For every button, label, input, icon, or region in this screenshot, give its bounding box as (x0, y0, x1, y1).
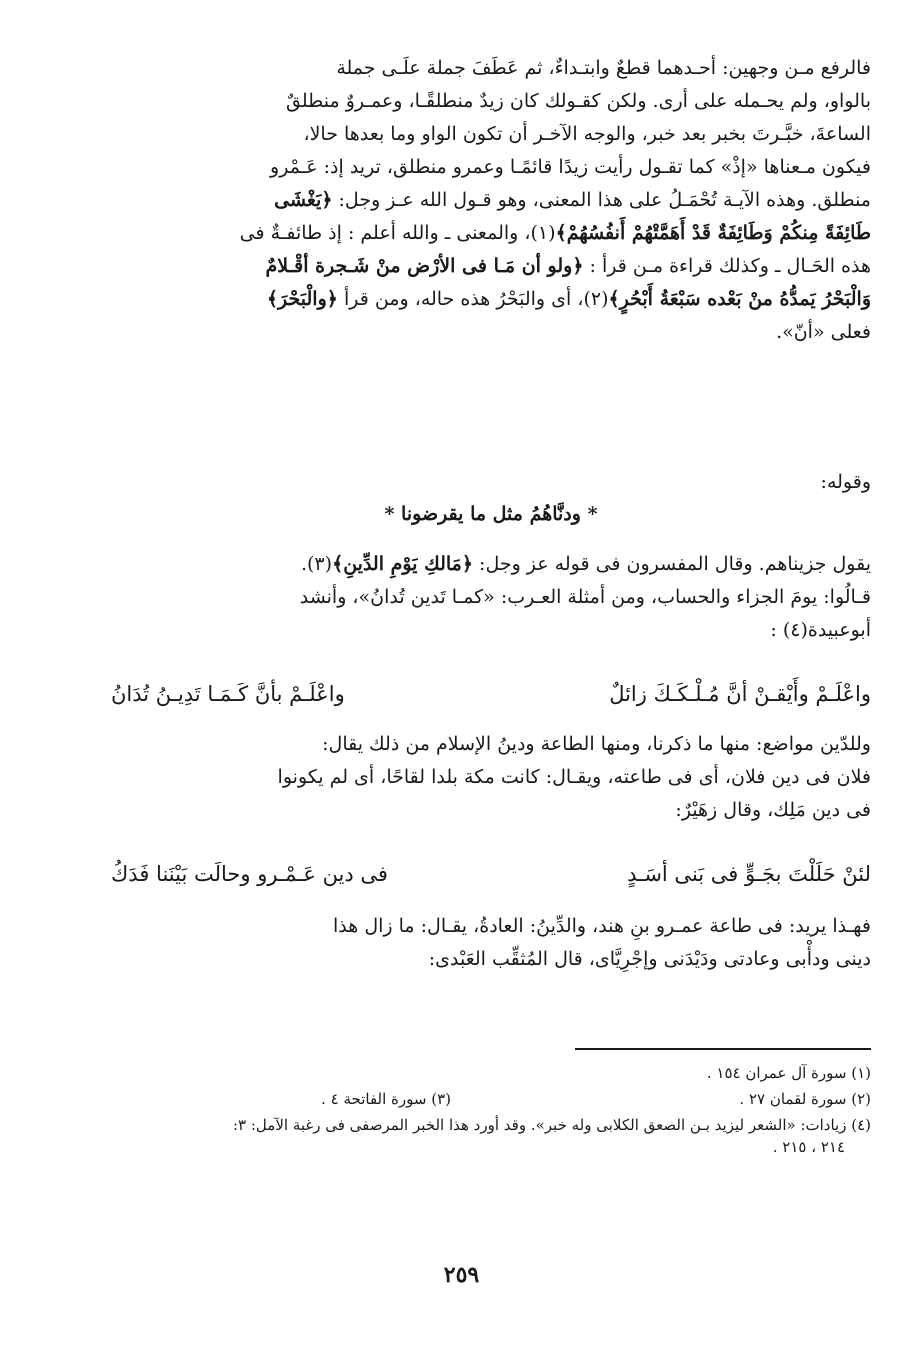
text-line: فعلى «أنّ». (776, 321, 871, 343)
text-line: بالواو، ولم يحـمله على أرى. ولكن كقـولك كان زيدٌ منطلقًـا، وعمـروٌ منطلقٌ (286, 90, 871, 112)
footnote-row-2 (111, 1088, 871, 1110)
footnote-text: (١) سورة آل عمران ١٥٤ . (706, 1064, 871, 1082)
verse-hemistich: * ودنَّاهُمُ مثل ما يقرضونا * (384, 503, 598, 525)
paragraph-1 (111, 52, 871, 349)
text-line (111, 283, 871, 316)
quran-quote: وَالْبَحْرُ يَمدُّهُ منْ بَعْده سَبْعَةُ أَبْحُرٍ﴾ (608, 288, 871, 310)
text-line (111, 184, 871, 217)
paragraph-3 (111, 728, 871, 827)
hemistich (111, 498, 871, 531)
text-line: فيكون مـعناها «إذْ» كما تقـول رأيت زيدًا قائمًـا وعمرو منطلق، تريد إذ: عَـمْرو (270, 156, 871, 178)
footnote-3-text: (٣) سورة الفاتحة ٤ . (321, 1090, 451, 1108)
footnote-text-cont: ٢١٤ ، ٢١٥ . (772, 1138, 845, 1156)
intro-line (111, 466, 871, 499)
text-line (111, 548, 871, 581)
text-line: وللدّين مواضع: منها ما ذكرنا، ومنها الطاعة ودينُ الإسلام من ذلك يقال: (322, 733, 871, 755)
text-segment: يقول جزيناهم. وقال المفسرون فى قوله عز وجل: (479, 553, 871, 575)
text-segment: منطلق. وهذه الآيـة تُحْمَـلُ على هذا المعنى، وهو قـول الله عـز وجل: (338, 189, 871, 211)
quran-quote: ﴿يَغْشَى (274, 189, 333, 211)
text-line: دينى ودأْبى وعادتى ودَيْدَنى وإجْرِيَّاى، قال المُثقِّب العَبْدى: (428, 948, 871, 970)
text-line: فالرفع مـن وجهين: أحـدهما قطعٌ وابتـداءٌ، ثم عَطَفَ جملة علَـى جملة (336, 57, 871, 79)
paragraph-2 (111, 548, 871, 647)
text-segment: (٣). (300, 553, 333, 575)
text-line: الساعةَ، خبَّـرتَ بخبر بعد خبر، والوجه الآخـر أن تكون الواو وما بعدها حالا، (303, 123, 871, 145)
text-segment: (١)، والمعنى ـ والله أعلم : إذ طائفـةٌ فى (239, 222, 556, 244)
verse-right-hemistich: واعْلَـمْ وأَيْقـنْ أنَّ مُـلْـكَـكَ زائلٌ (609, 682, 871, 706)
footnote-1 (111, 1062, 871, 1084)
text-line (111, 250, 871, 283)
text-line: أبوعبيدة(٤) : (770, 619, 871, 641)
text-line: فلان فى دين فلان، أى فى طاعته، ويقـال: كانت مكة بلدا لقاحًا، أى لم يكونوا (277, 766, 871, 788)
verse-left-hemistich: فى دين عَـمْـرو وحالَت بَيْنَنا فَدَكُ (111, 862, 388, 886)
footnote-text: (٤) زيادات: «الشعر ليزيد بـن الصعق الكلابى وله خبر». وقد أورد هذا الخبر المرصفى فى رغبة الآمل: ٣: (232, 1116, 871, 1134)
text-line: فهـذا يريد: فى طاعة عمـرو بنِ هند، والدِّينُ: العادةُ، يقـال: ما زال هذا (333, 915, 871, 937)
text-line: قـالُوا: يومَ الجزاء والحساب، ومن أمثلة العـرب: «كمـا تَدين تُدانُ»، وأنشد (299, 586, 871, 608)
verse-left-hemistich: واعْلَـمْ بأنَّ كَـمَـا تَدِيـنُ تُدَانُ (111, 682, 345, 706)
footnote-4 (111, 1114, 871, 1158)
text-line: فى دين مَلِك، وقال زهَيْرٌ: (675, 799, 871, 821)
quran-quote: ﴿ولو أن مَـا فى الأرْض منْ شَـجرة أقْـلامٌ (265, 255, 584, 277)
quran-quote: ﴿مَالكِ يَوْمِ الدِّينِ﴾ (332, 553, 473, 575)
text-line (111, 217, 871, 250)
text-segment: هذه الحَـال ـ وكذلك قراءة مـن قرأ : (589, 255, 871, 277)
text-line: وقوله: (820, 471, 871, 493)
paragraph-4 (111, 910, 871, 976)
footnote-2-text: (٢) سورة لقمان ٢٧ . (739, 1090, 871, 1108)
poetry-verse-2 (111, 862, 871, 886)
quran-quote: ﴿والْبَحْرَ﴾ (266, 288, 338, 310)
footnote-divider (575, 1048, 871, 1050)
text-segment: (٢)، أى والبَحْرُ هذه حاله، ومن قرأ (343, 288, 609, 310)
poetry-verse-1 (111, 682, 871, 706)
page-number: ٢٥٩ (443, 1262, 480, 1288)
quran-quote: طَائِفَةً مِنكُمْ وَطَائِفَةٌ قَدْ أَهَمَّتْهُمْ أَنفُسُهُمْ﴾ (555, 222, 871, 244)
verse-right-hemistich: لئنْ حَلَلْتَ بجَـوٍّ فى بَنى أسَـدٍ (627, 862, 871, 886)
